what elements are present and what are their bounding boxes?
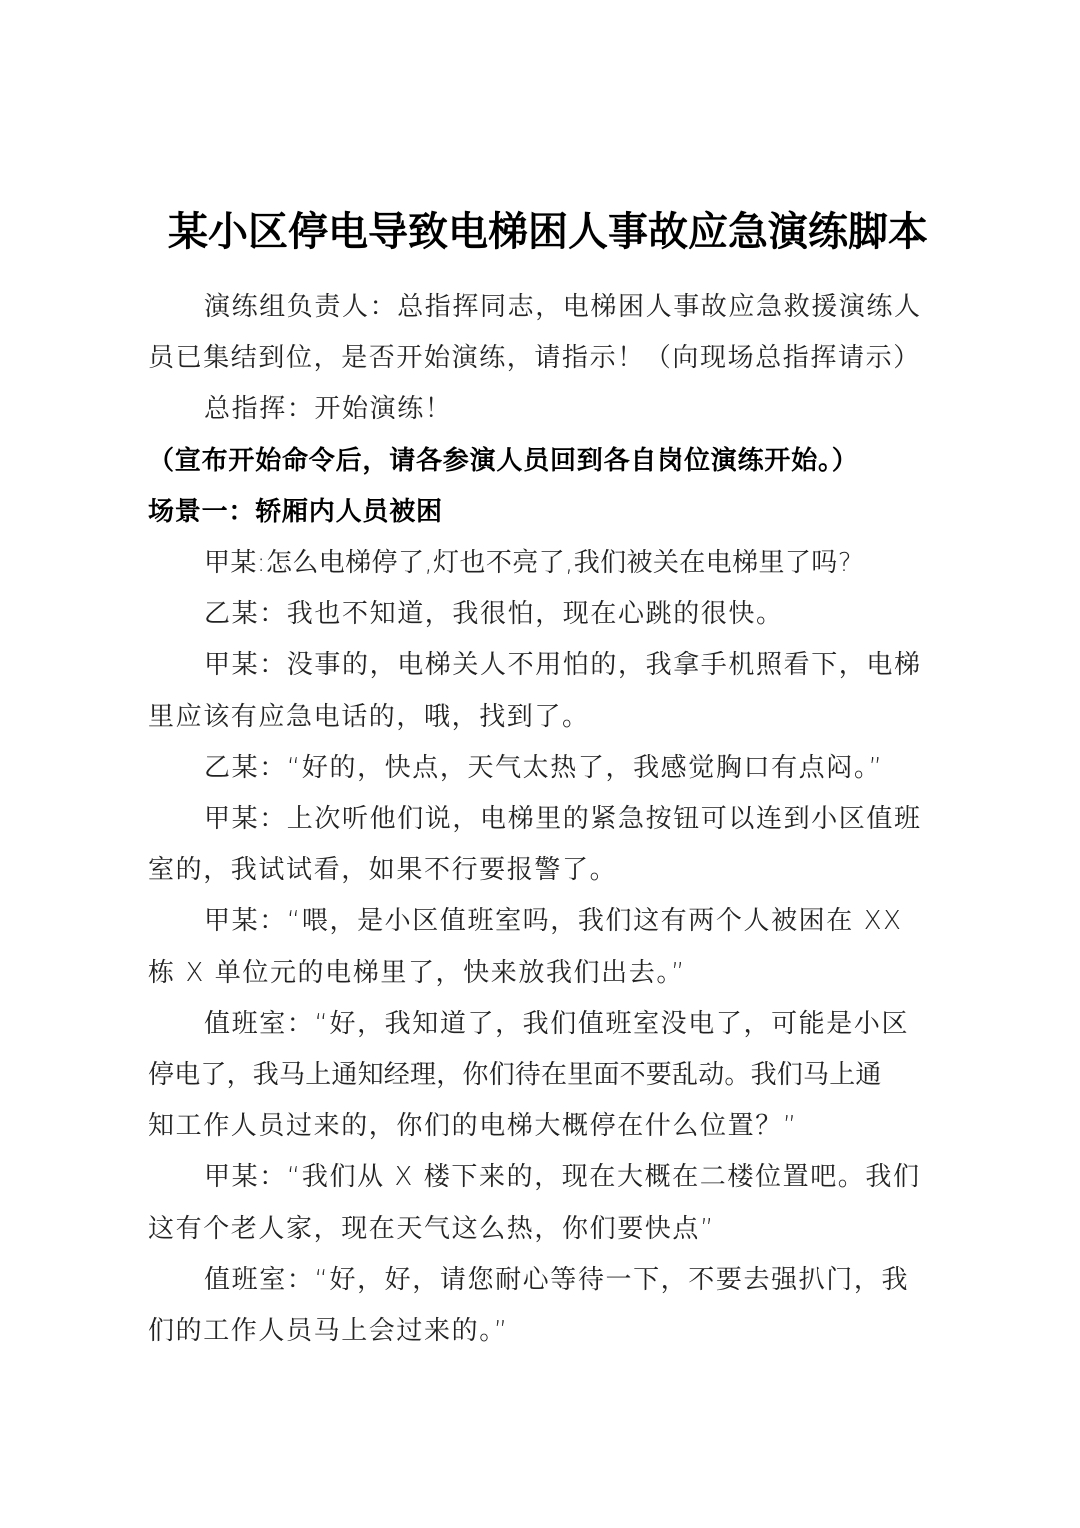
- text-line: 室的，我试试看，如果不行要报警了。: [148, 855, 618, 886]
- paragraph-dialogue: [148, 640, 948, 742]
- text-line: 甲某：没事的，电梯关人不用怕的，我拿手机照看下，电梯: [204, 650, 922, 681]
- text-line: 员已集结到位，是否开始演练，请指示！（向现场总指挥请示）: [148, 343, 921, 374]
- text-line: 场景一：轿厢内人员被困: [148, 496, 443, 527]
- text-line: 这有个老人家，现在天气这么热，你们要快点”: [148, 1213, 716, 1244]
- text-line: 栋 X 单位元的电梯里了，快来放我们出去。”: [148, 957, 687, 988]
- text-line: 总指挥：开始演练！: [204, 394, 453, 425]
- paragraph-dialogue: [148, 896, 948, 998]
- text-line: 知工作人员过来的，你们的电梯大概停在什么位置？”: [148, 1111, 798, 1142]
- paragraph-leader-request: [148, 282, 948, 384]
- document-title: 某小区停电导致电梯困人事故应急演练脚本: [168, 208, 928, 255]
- text-line: 演练组负责人：总指挥同志，电梯困人事故应急救援演练人: [204, 292, 922, 322]
- paragraph-dialogue: [148, 538, 948, 589]
- paragraph-dialogue: [148, 1152, 948, 1254]
- text-line: 甲某：“喂，是小区值班室吗，我们这有两个人被困在 XX: [204, 906, 903, 937]
- document-body: [148, 282, 948, 1357]
- text-line: 乙某：我也不知道，我很怕，现在心跳的很快。: [204, 599, 784, 630]
- text-line: 们的工作人员马上会过来的。”: [148, 1316, 509, 1347]
- text-line: 值班室：“好，我知道了，我们值班室没电了，可能是小区: [204, 1008, 910, 1039]
- paragraph-dialogue: [148, 794, 948, 896]
- paragraph-dialogue: [148, 999, 948, 1153]
- paragraph-dialogue: [148, 743, 948, 794]
- paragraph-dialogue: [148, 1255, 948, 1357]
- text-line: 甲某：“我们从 X 楼下来的，现在大概在二楼位置吧。我们: [204, 1162, 921, 1193]
- text-line: 停电了，我马上通知经理，你们待在里面不要乱动。我们马上通: [148, 1060, 882, 1091]
- text-line: 里应该有应急电话的，哦，找到了。: [148, 701, 590, 732]
- text-line: 甲某：上次听他们说，电梯里的紧急按钮可以连到小区值班: [204, 804, 922, 835]
- text-line: （宣布开始命令后，请各参演人员回到各自岗位演练开始。）: [148, 445, 859, 476]
- scene-heading: [148, 487, 948, 538]
- paragraph-dialogue: [148, 589, 948, 640]
- text-line: 乙某：“好的，快点，天气太热了，我感觉胸口有点闷。”: [204, 752, 884, 783]
- stage-direction: [148, 436, 948, 487]
- text-line: 甲某:怎么电梯停了,灯也不亮了,我们被关在电梯里了吗?: [204, 548, 852, 579]
- paragraph-commander-start: [148, 384, 948, 435]
- text-line: 值班室：“好，好，请您耐心等待一下，不要去强扒门，我: [204, 1264, 910, 1295]
